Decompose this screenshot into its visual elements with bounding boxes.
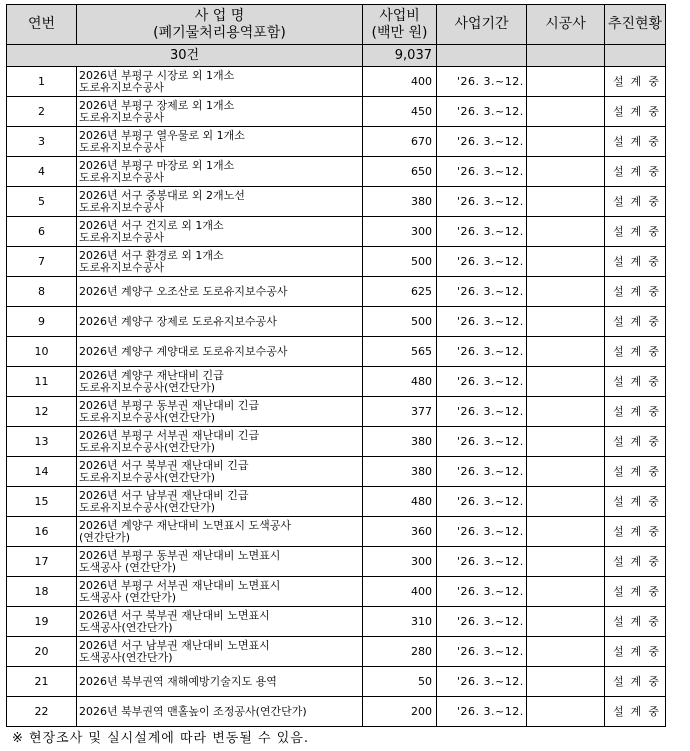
total-count: 30건 <box>7 45 363 67</box>
table-row <box>7 397 666 427</box>
row-number: 6 <box>7 217 77 247</box>
project-status-text: 설 계 중 <box>613 584 659 598</box>
table-row <box>7 517 666 547</box>
project-status-text: 설 계 중 <box>613 164 659 178</box>
project-name-line1: 2026년 부평구 동부권 재난대비 노면표시 <box>79 548 281 562</box>
project-cost: 450 <box>363 97 437 127</box>
project-contractor <box>527 217 605 247</box>
table-row <box>7 337 666 367</box>
project-status-text: 설 계 중 <box>613 74 659 88</box>
project-status-text: 설 계 중 <box>613 224 659 238</box>
project-cost: 300 <box>363 547 437 577</box>
project-period: '26. 3.~12. <box>437 337 527 367</box>
row-number: 13 <box>7 427 77 457</box>
project-name <box>77 157 363 187</box>
project-status <box>605 277 666 307</box>
project-status-text: 설 계 중 <box>613 374 659 388</box>
project-period: '26. 3.~12. <box>437 517 527 547</box>
project-name <box>77 517 363 547</box>
project-cost: 400 <box>363 67 437 97</box>
table-row <box>7 637 666 667</box>
row-number: 11 <box>7 367 77 397</box>
row-number: 9 <box>7 307 77 337</box>
table-row <box>7 367 666 397</box>
header-cost-line1: 사업비 <box>379 7 420 24</box>
header-cost-line2: (백만 원) <box>371 24 428 41</box>
project-name-line1: 2026년 계양구 재난대비 노면표시 도색공사 <box>79 518 291 532</box>
project-period: '26. 3.~12. <box>437 97 527 127</box>
project-status <box>605 427 666 457</box>
project-name-line1: 2026년 서구 중봉대로 외 2개노선 <box>79 188 245 202</box>
project-name-line2: 도로유지보수공사 <box>79 170 165 184</box>
project-status-text: 설 계 중 <box>613 524 659 538</box>
row-number: 1 <box>7 67 77 97</box>
project-contractor <box>527 487 605 517</box>
project-name <box>77 397 363 427</box>
project-period: '26. 3.~12. <box>437 637 527 667</box>
project-cost: 625 <box>363 277 437 307</box>
project-name <box>77 307 363 337</box>
project-status-text: 설 계 중 <box>613 554 659 568</box>
project-name-line2: 도로유지보수공사 <box>79 140 165 154</box>
row-number: 15 <box>7 487 77 517</box>
table-row <box>7 127 666 157</box>
project-name-line1: 2026년 계양구 계양대로 도로유지보수공사 <box>79 344 288 358</box>
table-header-row <box>7 5 666 45</box>
project-name-line1: 2026년 부평구 마장로 외 1개소 <box>79 158 235 172</box>
project-period: '26. 3.~12. <box>437 577 527 607</box>
project-contractor <box>527 67 605 97</box>
row-number: 18 <box>7 577 77 607</box>
project-period: '26. 3.~12. <box>437 157 527 187</box>
header-contractor: 시공사 <box>527 5 605 45</box>
project-period: '26. 3.~12. <box>437 547 527 577</box>
project-cost: 310 <box>363 607 437 637</box>
project-status <box>605 367 666 397</box>
project-status-text: 설 계 중 <box>613 644 659 658</box>
total-row <box>7 45 666 67</box>
project-period: '26. 3.~12. <box>437 487 527 517</box>
row-number: 2 <box>7 97 77 127</box>
table-row <box>7 667 666 697</box>
project-period: '26. 3.~12. <box>437 307 527 337</box>
project-cost: 360 <box>363 517 437 547</box>
project-contractor <box>527 247 605 277</box>
project-status <box>605 127 666 157</box>
header-no: 연번 <box>7 5 77 45</box>
project-contractor <box>527 697 605 727</box>
project-name <box>77 697 363 727</box>
total-period <box>437 45 527 67</box>
project-status-text: 설 계 중 <box>613 704 659 718</box>
row-number: 4 <box>7 157 77 187</box>
project-name-line2: 도색공사 (연간단가) <box>79 560 177 574</box>
project-contractor <box>527 397 605 427</box>
project-contractor <box>527 577 605 607</box>
project-status <box>605 607 666 637</box>
project-contractor <box>527 667 605 697</box>
project-status <box>605 457 666 487</box>
project-name <box>77 337 363 367</box>
row-number: 17 <box>7 547 77 577</box>
project-contractor <box>527 337 605 367</box>
project-name-line1: 2026년 서구 환경로 외 1개소 <box>79 248 224 262</box>
table-row <box>7 427 666 457</box>
project-status-text: 설 계 중 <box>613 284 659 298</box>
project-name-line2: 도로유지보수공사 <box>79 110 165 124</box>
row-number: 14 <box>7 457 77 487</box>
project-cost: 300 <box>363 217 437 247</box>
table-row <box>7 547 666 577</box>
project-status-text: 설 계 중 <box>613 314 659 328</box>
project-cost: 480 <box>363 367 437 397</box>
project-name <box>77 607 363 637</box>
table-row <box>7 97 666 127</box>
project-period: '26. 3.~12. <box>437 457 527 487</box>
project-name-line2: 도색공사 (연간단가) <box>79 590 177 604</box>
row-number: 22 <box>7 697 77 727</box>
project-name-line2: 도색공사(연간단가) <box>79 650 173 664</box>
project-period: '26. 3.~12. <box>437 697 527 727</box>
project-cost: 670 <box>363 127 437 157</box>
project-period: '26. 3.~12. <box>437 247 527 277</box>
project-name-line2: 도로유지보수공사(연간단가) <box>79 440 216 454</box>
project-period: '26. 3.~12. <box>437 217 527 247</box>
project-status <box>605 187 666 217</box>
project-status-text: 설 계 중 <box>613 194 659 208</box>
project-status-text: 설 계 중 <box>613 464 659 478</box>
project-status <box>605 307 666 337</box>
project-name-line2: 도로유지보수공사 <box>79 230 165 244</box>
project-status <box>605 337 666 367</box>
project-cost: 650 <box>363 157 437 187</box>
project-cost: 565 <box>363 337 437 367</box>
footnote: ※ 현장조사 및 실시설계에 따라 변동될 수 있음. <box>12 731 309 746</box>
row-number: 3 <box>7 127 77 157</box>
project-name-line1: 2026년 서구 북부권 재난대비 노면표시 <box>79 608 270 622</box>
project-period: '26. 3.~12. <box>437 667 527 697</box>
project-contractor <box>527 307 605 337</box>
row-number: 7 <box>7 247 77 277</box>
project-cost: 380 <box>363 187 437 217</box>
table-row <box>7 577 666 607</box>
row-number: 21 <box>7 667 77 697</box>
header-name-line1: 사 업 명 <box>194 7 245 24</box>
project-name-line2: 도색공사(연간단가) <box>79 620 173 634</box>
project-name <box>77 367 363 397</box>
project-name-line1: 2026년 부평구 열우물로 외 1개소 <box>79 128 245 142</box>
project-name-line2: 도로유지보수공사 <box>79 200 165 214</box>
project-status <box>605 397 666 427</box>
table-row <box>7 607 666 637</box>
table-row <box>7 307 666 337</box>
project-name-line1: 2026년 서구 건지로 외 1개소 <box>79 218 224 232</box>
project-name <box>77 247 363 277</box>
table-row <box>7 487 666 517</box>
project-contractor <box>527 277 605 307</box>
project-contractor <box>527 97 605 127</box>
project-contractor <box>527 367 605 397</box>
table-row <box>7 277 666 307</box>
project-contractor <box>527 517 605 547</box>
project-cost: 50 <box>363 667 437 697</box>
project-status <box>605 547 666 577</box>
project-name <box>77 457 363 487</box>
row-number: 16 <box>7 517 77 547</box>
project-name-line1: 2026년 부평구 서부권 재난대비 노면표시 <box>79 578 281 592</box>
project-status <box>605 97 666 127</box>
project-cost: 400 <box>363 577 437 607</box>
header-name-line2: (폐기물처리용역포함) <box>153 24 286 41</box>
project-status-text: 설 계 중 <box>613 404 659 418</box>
project-status <box>605 667 666 697</box>
project-name-line1: 2026년 부평구 동부권 재난대비 긴급 <box>79 398 260 412</box>
table-row <box>7 247 666 277</box>
project-period: '26. 3.~12. <box>437 277 527 307</box>
project-status <box>605 577 666 607</box>
project-status <box>605 697 666 727</box>
project-name-line1: 2026년 부평구 서부권 재난대비 긴급 <box>79 428 260 442</box>
project-status-text: 설 계 중 <box>613 104 659 118</box>
project-name <box>77 637 363 667</box>
project-status-text: 설 계 중 <box>613 434 659 448</box>
project-status <box>605 67 666 97</box>
project-name <box>77 277 363 307</box>
project-cost: 200 <box>363 697 437 727</box>
project-period: '26. 3.~12. <box>437 607 527 637</box>
project-name-line1: 2026년 서구 남부권 재난대비 노면표시 <box>79 638 270 652</box>
project-cost: 380 <box>363 427 437 457</box>
project-contractor <box>527 187 605 217</box>
project-name <box>77 667 363 697</box>
project-name-line2: 도로유지보수공사 <box>79 260 165 274</box>
project-name <box>77 577 363 607</box>
project-cost: 280 <box>363 637 437 667</box>
total-amount: 9,037 <box>363 45 437 67</box>
project-name-line1: 2026년 북부권역 재해예방기술지도 용역 <box>79 674 277 688</box>
row-number: 20 <box>7 637 77 667</box>
project-cost: 500 <box>363 247 437 277</box>
row-number: 5 <box>7 187 77 217</box>
project-name <box>77 67 363 97</box>
total-contractor <box>527 45 605 67</box>
project-name-line1: 2026년 계양구 오조산로 도로유지보수공사 <box>79 284 288 298</box>
project-cost: 377 <box>363 397 437 427</box>
header-name <box>77 5 363 45</box>
project-contractor <box>527 457 605 487</box>
project-status <box>605 247 666 277</box>
project-name-line1: 2026년 서구 북부권 재난대비 긴급 <box>79 458 249 472</box>
table-row <box>7 187 666 217</box>
project-name <box>77 127 363 157</box>
project-name-line2: 도로유지보수공사(연간단가) <box>79 500 216 514</box>
header-status: 추진현황 <box>605 5 666 45</box>
project-status-text: 설 계 중 <box>613 344 659 358</box>
row-number: 19 <box>7 607 77 637</box>
row-number: 12 <box>7 397 77 427</box>
project-name-line1: 2026년 계양구 장제로 도로유지보수공사 <box>79 314 277 328</box>
project-name <box>77 187 363 217</box>
project-period: '26. 3.~12. <box>437 397 527 427</box>
project-status-text: 설 계 중 <box>613 494 659 508</box>
project-status <box>605 637 666 667</box>
project-status-text: 설 계 중 <box>613 614 659 628</box>
project-contractor <box>527 607 605 637</box>
project-name <box>77 217 363 247</box>
project-contractor <box>527 427 605 457</box>
table-row <box>7 217 666 247</box>
header-period: 사업기간 <box>437 5 527 45</box>
project-contractor <box>527 157 605 187</box>
project-name <box>77 97 363 127</box>
project-name-line1: 2026년 북부권역 맨홀높이 조정공사(연간단가) <box>79 704 307 718</box>
project-name-line2: 도로유지보수공사(연간단가) <box>79 380 216 394</box>
project-status <box>605 487 666 517</box>
total-status <box>605 45 666 67</box>
project-period: '26. 3.~12. <box>437 427 527 457</box>
project-name-line1: 2026년 부평구 시장로 외 1개소 <box>79 68 235 82</box>
project-cost: 380 <box>363 457 437 487</box>
table-row <box>7 157 666 187</box>
project-status-text: 설 계 중 <box>613 134 659 148</box>
table-row <box>7 67 666 97</box>
project-status <box>605 517 666 547</box>
project-period: '26. 3.~12. <box>437 187 527 217</box>
project-status <box>605 157 666 187</box>
project-contractor <box>527 127 605 157</box>
project-status <box>605 217 666 247</box>
project-cost: 480 <box>363 487 437 517</box>
project-contractor <box>527 637 605 667</box>
project-contractor <box>527 547 605 577</box>
row-number: 8 <box>7 277 77 307</box>
project-period: '26. 3.~12. <box>437 127 527 157</box>
project-name-line2: 도로유지보수공사 <box>79 80 165 94</box>
project-name-line1: 2026년 계양구 재난대비 긴급 <box>79 368 224 382</box>
project-status-text: 설 계 중 <box>613 674 659 688</box>
project-period: '26. 3.~12. <box>437 367 527 397</box>
header-cost <box>363 5 437 45</box>
table-row <box>7 457 666 487</box>
project-name-line2: (연간단가) <box>79 530 131 544</box>
project-status-text: 설 계 중 <box>613 254 659 268</box>
project-name-line2: 도로유지보수공사(연간단가) <box>79 470 216 484</box>
project-table <box>6 4 666 727</box>
project-name-line2: 도로유지보수공사(연간단가) <box>79 410 216 424</box>
row-number: 10 <box>7 337 77 367</box>
project-name-line1: 2026년 부평구 장제로 외 1개소 <box>79 98 235 112</box>
project-name <box>77 487 363 517</box>
project-name <box>77 427 363 457</box>
table-row <box>7 697 666 727</box>
project-cost: 500 <box>363 307 437 337</box>
project-period: '26. 3.~12. <box>437 67 527 97</box>
project-name-line1: 2026년 서구 남부권 재난대비 긴급 <box>79 488 249 502</box>
project-name <box>77 547 363 577</box>
